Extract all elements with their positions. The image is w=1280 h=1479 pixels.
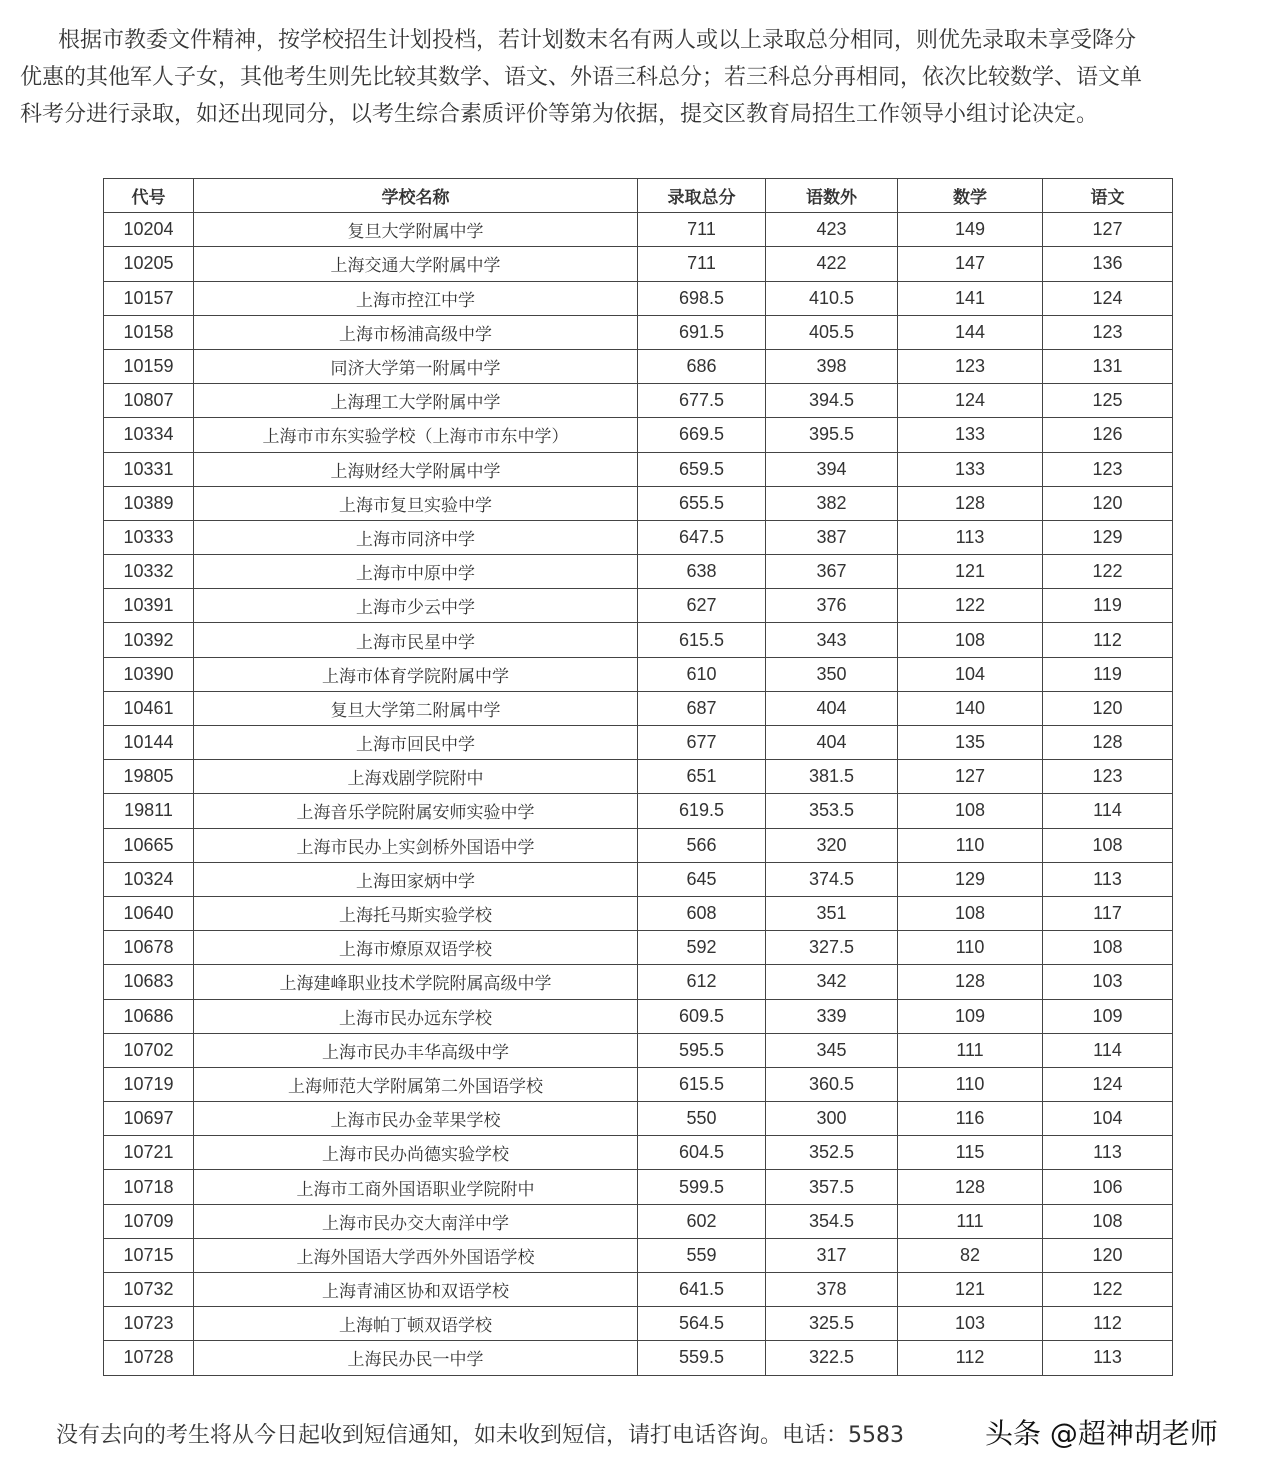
header-three-subjects: 语数外	[766, 179, 898, 213]
cell-total: 602	[638, 1204, 766, 1238]
table-row	[104, 452, 1173, 486]
cell-code: 10715	[104, 1238, 194, 1272]
cell-chinese: 113	[1043, 1136, 1173, 1170]
cell-code: 10728	[104, 1341, 194, 1375]
paragraph-line: 科考分进行录取，如还出现同分，以考生综合素质评价等第为依据，提交区教育局招生工作领导小组讨论决定。	[20, 102, 1099, 127]
cell-math: 121	[898, 555, 1043, 589]
cell-math: 112	[898, 1341, 1043, 1375]
table-row	[104, 418, 1173, 452]
cell-three-subjects: 394.5	[766, 384, 898, 418]
cell-math: 144	[898, 315, 1043, 349]
cell-three-subjects: 360.5	[766, 1067, 898, 1101]
table-row	[104, 828, 1173, 862]
cell-total: 599.5	[638, 1170, 766, 1204]
cell-school: 上海理工大学附属中学	[194, 384, 638, 418]
table-row	[104, 1136, 1173, 1170]
cell-chinese: 108	[1043, 828, 1173, 862]
table-row	[104, 896, 1173, 930]
table-row	[104, 520, 1173, 554]
cell-school: 复旦大学附属中学	[194, 213, 638, 247]
cell-code: 10144	[104, 726, 194, 760]
cell-three-subjects: 327.5	[766, 931, 898, 965]
cell-total: 669.5	[638, 418, 766, 452]
table-row	[104, 931, 1173, 965]
cell-chinese: 112	[1043, 1307, 1173, 1341]
cell-three-subjects: 382	[766, 486, 898, 520]
cell-school: 上海交通大学附属中学	[194, 247, 638, 281]
cell-school: 上海市民办尚德实验学校	[194, 1136, 638, 1170]
cell-three-subjects: 387	[766, 520, 898, 554]
table-row	[104, 349, 1173, 383]
header-school: 学校名称	[194, 179, 638, 213]
cell-school: 上海外国语大学西外外国语学校	[194, 1238, 638, 1272]
cell-three-subjects: 381.5	[766, 760, 898, 794]
cell-math: 128	[898, 486, 1043, 520]
cell-school: 同济大学第一附属中学	[194, 349, 638, 383]
cell-total: 612	[638, 965, 766, 999]
cell-math: 113	[898, 520, 1043, 554]
cell-school: 上海田家炳中学	[194, 862, 638, 896]
cell-school: 上海建峰职业技术学院附属高级中学	[194, 965, 638, 999]
cell-three-subjects: 410.5	[766, 281, 898, 315]
cell-chinese: 108	[1043, 931, 1173, 965]
cell-school: 上海音乐学院附属安师实验中学	[194, 794, 638, 828]
cell-code: 10333	[104, 520, 194, 554]
cell-chinese: 120	[1043, 691, 1173, 725]
table-row	[104, 1033, 1173, 1067]
cell-chinese: 113	[1043, 862, 1173, 896]
cell-chinese: 117	[1043, 896, 1173, 930]
cell-code: 19805	[104, 760, 194, 794]
cell-total: 711	[638, 247, 766, 281]
cell-math: 133	[898, 418, 1043, 452]
cell-code: 10709	[104, 1204, 194, 1238]
cell-code: 10157	[104, 281, 194, 315]
cell-math: 141	[898, 281, 1043, 315]
cell-code: 10331	[104, 452, 194, 486]
cell-school: 上海市体育学院附属中学	[194, 657, 638, 691]
cell-three-subjects: 351	[766, 896, 898, 930]
table-row	[104, 999, 1173, 1033]
cell-code: 10732	[104, 1273, 194, 1307]
table-row	[104, 1307, 1173, 1341]
cell-math: 147	[898, 247, 1043, 281]
table-row	[104, 281, 1173, 315]
cell-code: 10461	[104, 691, 194, 725]
cell-total: 604.5	[638, 1136, 766, 1170]
cell-math: 108	[898, 896, 1043, 930]
cell-school: 上海市杨浦高级中学	[194, 315, 638, 349]
cell-code: 10686	[104, 999, 194, 1033]
cell-chinese: 104	[1043, 1102, 1173, 1136]
cell-math: 149	[898, 213, 1043, 247]
cell-three-subjects: 325.5	[766, 1307, 898, 1341]
table-row	[104, 1170, 1173, 1204]
cell-three-subjects: 423	[766, 213, 898, 247]
paragraph-line: 根据市教委文件精神，按学校招生计划投档，若计划数末名有两人或以上录取总分相同，则优先录取未享受降分	[58, 28, 1137, 53]
cell-code: 10721	[104, 1136, 194, 1170]
cell-total: 627	[638, 589, 766, 623]
footer-note: 没有去向的考生将从今日起收到短信通知，如未收到短信，请打电话咨询。电话：5583	[56, 1423, 904, 1448]
cell-school: 上海市少云中学	[194, 589, 638, 623]
cell-math: 127	[898, 760, 1043, 794]
watermark: 头条 @超神胡老师	[985, 1417, 1218, 1450]
cell-math: 104	[898, 657, 1043, 691]
table-row	[104, 1273, 1173, 1307]
cell-school: 上海市控江中学	[194, 281, 638, 315]
cell-school: 上海市民办交大南洋中学	[194, 1204, 638, 1238]
cell-three-subjects: 300	[766, 1102, 898, 1136]
cell-total: 645	[638, 862, 766, 896]
cell-code: 10702	[104, 1033, 194, 1067]
table-row	[104, 760, 1173, 794]
cell-math: 103	[898, 1307, 1043, 1341]
cell-school: 上海民办民一中学	[194, 1341, 638, 1375]
cell-code: 10640	[104, 896, 194, 930]
cell-total: 691.5	[638, 315, 766, 349]
cell-math: 124	[898, 384, 1043, 418]
cell-math: 111	[898, 1033, 1043, 1067]
cell-chinese: 127	[1043, 213, 1173, 247]
header-math: 数学	[898, 179, 1043, 213]
table-row	[104, 589, 1173, 623]
cell-chinese: 112	[1043, 623, 1173, 657]
cell-three-subjects: 322.5	[766, 1341, 898, 1375]
cell-math: 115	[898, 1136, 1043, 1170]
cell-chinese: 119	[1043, 589, 1173, 623]
cell-code: 10683	[104, 965, 194, 999]
cell-code: 10158	[104, 315, 194, 349]
cell-math: 122	[898, 589, 1043, 623]
table-row	[104, 555, 1173, 589]
cell-code: 10389	[104, 486, 194, 520]
cell-code: 10324	[104, 862, 194, 896]
cell-code: 10718	[104, 1170, 194, 1204]
cell-school: 上海市工商外国语职业学院附中	[194, 1170, 638, 1204]
cell-chinese: 128	[1043, 726, 1173, 760]
cell-math: 110	[898, 828, 1043, 862]
table-row	[104, 726, 1173, 760]
table-row	[104, 1341, 1173, 1375]
cell-chinese: 109	[1043, 999, 1173, 1033]
cell-code: 10332	[104, 555, 194, 589]
cell-school: 上海市复旦实验中学	[194, 486, 638, 520]
cell-chinese: 122	[1043, 555, 1173, 589]
table-row	[104, 1067, 1173, 1101]
cell-total: 647.5	[638, 520, 766, 554]
cell-total: 711	[638, 213, 766, 247]
cell-school: 上海市民办金苹果学校	[194, 1102, 638, 1136]
cell-chinese: 114	[1043, 1033, 1173, 1067]
table-row	[104, 315, 1173, 349]
cell-school: 上海市民办远东学校	[194, 999, 638, 1033]
cell-total: 564.5	[638, 1307, 766, 1341]
cell-chinese: 106	[1043, 1170, 1173, 1204]
cell-chinese: 136	[1043, 247, 1173, 281]
cell-school: 上海托马斯实验学校	[194, 896, 638, 930]
cell-total: 655.5	[638, 486, 766, 520]
table-row	[104, 623, 1173, 657]
table-row	[104, 1204, 1173, 1238]
cell-school: 上海市民办丰华高级中学	[194, 1033, 638, 1067]
cell-school: 上海戏剧学院附中	[194, 760, 638, 794]
intro-paragraph	[20, 22, 1270, 133]
cell-math: 110	[898, 931, 1043, 965]
cell-total: 651	[638, 760, 766, 794]
table-row	[104, 965, 1173, 999]
cell-school: 上海市民办上实剑桥外国语中学	[194, 828, 638, 862]
cell-school: 上海市市东实验学校（上海市市东中学）	[194, 418, 638, 452]
cell-total: 698.5	[638, 281, 766, 315]
cell-school: 上海市中原中学	[194, 555, 638, 589]
cell-code: 10391	[104, 589, 194, 623]
header-total: 录取总分	[638, 179, 766, 213]
cell-three-subjects: 317	[766, 1238, 898, 1272]
table-row	[104, 691, 1173, 725]
cell-total: 619.5	[638, 794, 766, 828]
cell-three-subjects: 354.5	[766, 1204, 898, 1238]
cell-math: 121	[898, 1273, 1043, 1307]
cell-math: 133	[898, 452, 1043, 486]
cell-total: 677.5	[638, 384, 766, 418]
cell-code: 10159	[104, 349, 194, 383]
cell-school: 复旦大学第二附属中学	[194, 691, 638, 725]
cell-math: 128	[898, 965, 1043, 999]
cell-chinese: 114	[1043, 794, 1173, 828]
cell-total: 659.5	[638, 452, 766, 486]
cell-chinese: 129	[1043, 520, 1173, 554]
cell-three-subjects: 378	[766, 1273, 898, 1307]
cell-three-subjects: 404	[766, 691, 898, 725]
cell-chinese: 108	[1043, 1204, 1173, 1238]
cell-code: 19811	[104, 794, 194, 828]
cell-three-subjects: 404	[766, 726, 898, 760]
cell-school: 上海财经大学附属中学	[194, 452, 638, 486]
cell-code: 10204	[104, 213, 194, 247]
cell-three-subjects: 353.5	[766, 794, 898, 828]
cell-total: 609.5	[638, 999, 766, 1033]
cell-three-subjects: 394	[766, 452, 898, 486]
cell-total: 592	[638, 931, 766, 965]
cell-three-subjects: 395.5	[766, 418, 898, 452]
cell-chinese: 131	[1043, 349, 1173, 383]
cell-total: 595.5	[638, 1033, 766, 1067]
table-row	[104, 1238, 1173, 1272]
cell-math: 123	[898, 349, 1043, 383]
cell-chinese: 122	[1043, 1273, 1173, 1307]
table-row	[104, 657, 1173, 691]
cell-chinese: 124	[1043, 1067, 1173, 1101]
cell-three-subjects: 405.5	[766, 315, 898, 349]
cell-three-subjects: 422	[766, 247, 898, 281]
cell-math: 111	[898, 1204, 1043, 1238]
cell-total: 686	[638, 349, 766, 383]
cell-three-subjects: 374.5	[766, 862, 898, 896]
cell-code: 10205	[104, 247, 194, 281]
cell-total: 608	[638, 896, 766, 930]
cell-three-subjects: 398	[766, 349, 898, 383]
cell-math: 82	[898, 1238, 1043, 1272]
cell-three-subjects: 367	[766, 555, 898, 589]
cell-code: 10665	[104, 828, 194, 862]
cell-math: 109	[898, 999, 1043, 1033]
cell-total: 610	[638, 657, 766, 691]
cell-school: 上海青浦区协和双语学校	[194, 1273, 638, 1307]
cell-three-subjects: 352.5	[766, 1136, 898, 1170]
paragraph-line: 优惠的其他军人子女，其他考生则先比较其数学、语文、外语三科总分；若三科总分再相同，依次比较数学、语文单	[20, 65, 1143, 90]
cell-school: 上海市同济中学	[194, 520, 638, 554]
cell-total: 687	[638, 691, 766, 725]
cell-code: 10697	[104, 1102, 194, 1136]
cell-total: 638	[638, 555, 766, 589]
cell-code: 10334	[104, 418, 194, 452]
cell-code: 10719	[104, 1067, 194, 1101]
cell-code: 10807	[104, 384, 194, 418]
cell-chinese: 126	[1043, 418, 1173, 452]
cell-chinese: 113	[1043, 1341, 1173, 1375]
cell-school: 上海市民星中学	[194, 623, 638, 657]
cell-math: 108	[898, 623, 1043, 657]
cell-total: 677	[638, 726, 766, 760]
cell-three-subjects: 339	[766, 999, 898, 1033]
header-chinese: 语文	[1043, 179, 1173, 213]
admission-scores-table	[103, 178, 1173, 1376]
table-row	[104, 247, 1173, 281]
cell-school: 上海市回民中学	[194, 726, 638, 760]
header-code: 代号	[104, 179, 194, 213]
cell-math: 128	[898, 1170, 1043, 1204]
cell-school: 上海师范大学附属第二外国语学校	[194, 1067, 638, 1101]
cell-total: 615.5	[638, 623, 766, 657]
cell-chinese: 124	[1043, 281, 1173, 315]
table-row	[104, 213, 1173, 247]
cell-three-subjects: 343	[766, 623, 898, 657]
cell-chinese: 123	[1043, 452, 1173, 486]
cell-three-subjects: 357.5	[766, 1170, 898, 1204]
table-row	[104, 794, 1173, 828]
cell-chinese: 119	[1043, 657, 1173, 691]
cell-code: 10390	[104, 657, 194, 691]
cell-three-subjects: 376	[766, 589, 898, 623]
cell-total: 641.5	[638, 1273, 766, 1307]
cell-three-subjects: 345	[766, 1033, 898, 1067]
cell-math: 135	[898, 726, 1043, 760]
table-row	[104, 384, 1173, 418]
cell-total: 550	[638, 1102, 766, 1136]
cell-three-subjects: 342	[766, 965, 898, 999]
cell-chinese: 123	[1043, 760, 1173, 794]
cell-chinese: 120	[1043, 486, 1173, 520]
table-row	[104, 862, 1173, 896]
cell-total: 566	[638, 828, 766, 862]
cell-chinese: 125	[1043, 384, 1173, 418]
cell-three-subjects: 350	[766, 657, 898, 691]
cell-total: 559.5	[638, 1341, 766, 1375]
cell-school: 上海市燎原双语学校	[194, 931, 638, 965]
cell-three-subjects: 320	[766, 828, 898, 862]
cell-total: 559	[638, 1238, 766, 1272]
cell-chinese: 103	[1043, 965, 1173, 999]
cell-total: 615.5	[638, 1067, 766, 1101]
cell-school: 上海帕丁顿双语学校	[194, 1307, 638, 1341]
cell-code: 10723	[104, 1307, 194, 1341]
cell-code: 10678	[104, 931, 194, 965]
cell-math: 140	[898, 691, 1043, 725]
cell-code: 10392	[104, 623, 194, 657]
cell-chinese: 120	[1043, 1238, 1173, 1272]
table-header-row	[104, 179, 1173, 213]
cell-math: 110	[898, 1067, 1043, 1101]
cell-math: 129	[898, 862, 1043, 896]
cell-math: 108	[898, 794, 1043, 828]
table-row	[104, 1102, 1173, 1136]
cell-math: 116	[898, 1102, 1043, 1136]
table-row	[104, 486, 1173, 520]
cell-chinese: 123	[1043, 315, 1173, 349]
